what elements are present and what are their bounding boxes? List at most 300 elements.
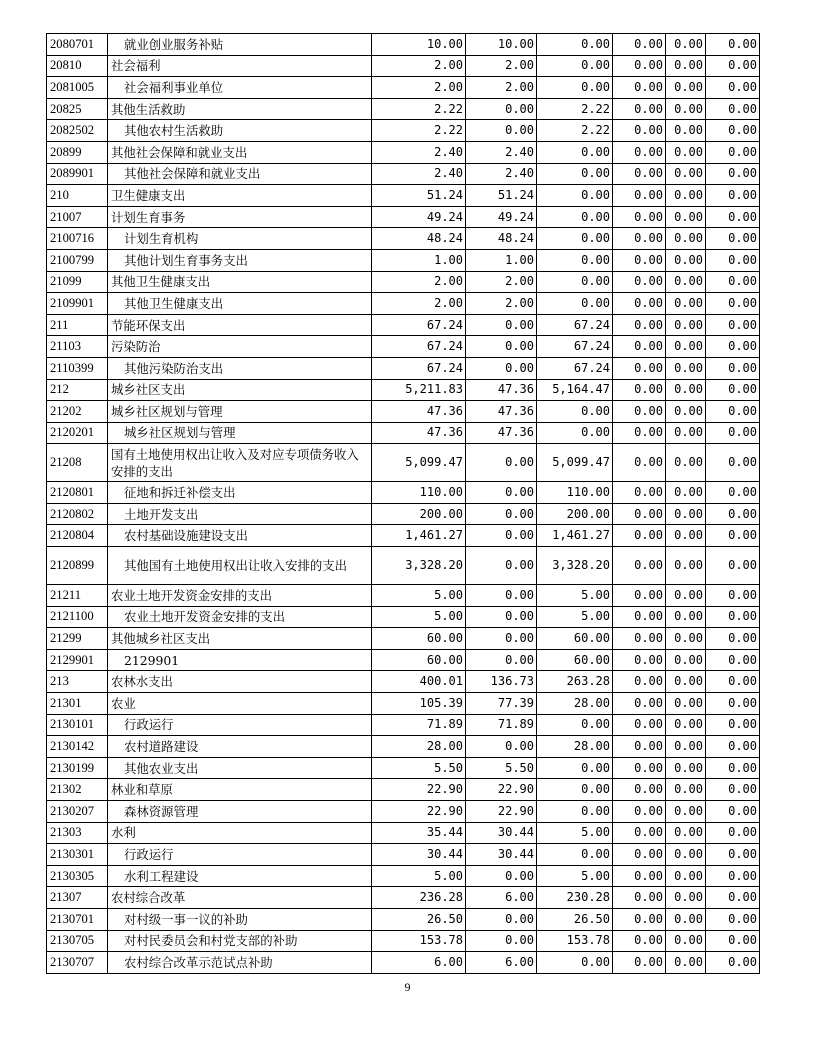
table-row — [47, 930, 760, 952]
amount-cell: 47.36 — [466, 401, 537, 423]
amount-cell: 0.00 — [466, 482, 537, 504]
table-row — [47, 693, 760, 715]
subject-code: 210 — [47, 185, 108, 207]
amount-cell: 0.00 — [613, 547, 666, 585]
subject-code: 211 — [47, 314, 108, 336]
subject-code: 2120804 — [47, 525, 108, 547]
subject-name: 其他社会保障和就业支出 — [108, 141, 372, 163]
amount-cell: 2.00 — [466, 55, 537, 77]
amount-cell: 0.00 — [706, 185, 760, 207]
subject-name: 水利工程建设 — [108, 865, 372, 887]
amount-cell: 51.24 — [372, 185, 466, 207]
amount-cell: 0.00 — [466, 908, 537, 930]
amount-cell: 5,164.47 — [537, 379, 613, 401]
table-row — [47, 293, 760, 315]
amount-cell: 0.00 — [706, 844, 760, 866]
amount-cell: 236.28 — [372, 887, 466, 909]
amount-cell: 0.00 — [537, 34, 613, 56]
amount-cell: 0.00 — [666, 357, 706, 379]
subject-name: 节能环保支出 — [108, 314, 372, 336]
subject-code: 213 — [47, 671, 108, 693]
amount-cell: 0.00 — [537, 185, 613, 207]
table-row — [47, 401, 760, 423]
amount-cell: 67.24 — [537, 357, 613, 379]
amount-cell: 2.00 — [466, 271, 537, 293]
subject-code: 21301 — [47, 693, 108, 715]
budget-table — [46, 33, 760, 974]
amount-cell: 0.00 — [613, 228, 666, 250]
subject-name: 其他农业支出 — [108, 757, 372, 779]
subject-name: 森林资源管理 — [108, 801, 372, 823]
amount-cell: 2.22 — [537, 98, 613, 120]
amount-cell: 2.22 — [537, 120, 613, 142]
amount-cell: 400.01 — [372, 671, 466, 693]
table-row — [47, 77, 760, 99]
amount-cell: 0.00 — [706, 952, 760, 974]
amount-cell: 0.00 — [613, 293, 666, 315]
subject-name: 其他城乡社区支出 — [108, 628, 372, 650]
amount-cell: 0.00 — [666, 482, 706, 504]
amount-cell: 0.00 — [706, 77, 760, 99]
amount-cell: 5.00 — [372, 585, 466, 607]
amount-cell: 60.00 — [537, 649, 613, 671]
amount-cell: 0.00 — [666, 930, 706, 952]
amount-cell: 0.00 — [666, 671, 706, 693]
table-row — [47, 671, 760, 693]
subject-code: 2081005 — [47, 77, 108, 99]
amount-cell: 0.00 — [706, 98, 760, 120]
amount-cell: 0.00 — [613, 822, 666, 844]
subject-name: 对村级一事一议的补助 — [108, 908, 372, 930]
table-row — [47, 606, 760, 628]
amount-cell: 0.00 — [706, 503, 760, 525]
amount-cell: 0.00 — [706, 314, 760, 336]
amount-cell: 0.00 — [613, 714, 666, 736]
subject-code: 2130301 — [47, 844, 108, 866]
amount-cell: 30.44 — [466, 822, 537, 844]
amount-cell: 0.00 — [706, 401, 760, 423]
amount-cell: 0.00 — [466, 120, 537, 142]
amount-cell: 0.00 — [706, 908, 760, 930]
amount-cell: 0.00 — [666, 163, 706, 185]
table-row — [47, 379, 760, 401]
amount-cell: 105.39 — [372, 693, 466, 715]
table-row — [47, 444, 760, 482]
amount-cell: 0.00 — [666, 228, 706, 250]
amount-cell: 0.00 — [706, 865, 760, 887]
amount-cell: 0.00 — [613, 649, 666, 671]
amount-cell: 0.00 — [666, 714, 706, 736]
subject-code: 2129901 — [47, 649, 108, 671]
amount-cell: 5.00 — [537, 865, 613, 887]
amount-cell: 0.00 — [537, 779, 613, 801]
amount-cell: 0.00 — [666, 525, 706, 547]
amount-cell: 0.00 — [666, 206, 706, 228]
amount-cell: 0.00 — [613, 757, 666, 779]
amount-cell: 0.00 — [537, 206, 613, 228]
subject-name: 其他生活救助 — [108, 98, 372, 120]
amount-cell: 5,099.47 — [372, 444, 466, 482]
amount-cell: 22.90 — [466, 801, 537, 823]
amount-cell: 5.00 — [537, 585, 613, 607]
amount-cell: 1,461.27 — [537, 525, 613, 547]
amount-cell: 67.24 — [537, 336, 613, 358]
table-row — [47, 628, 760, 650]
subject-name: 污染防治 — [108, 336, 372, 358]
amount-cell: 0.00 — [613, 525, 666, 547]
amount-cell: 2.40 — [466, 141, 537, 163]
amount-cell: 0.00 — [613, 336, 666, 358]
subject-code: 2082502 — [47, 120, 108, 142]
subject-name: 其他社会保障和就业支出 — [108, 163, 372, 185]
amount-cell: 0.00 — [466, 606, 537, 628]
amount-cell: 0.00 — [537, 228, 613, 250]
subject-name: 农林水支出 — [108, 671, 372, 693]
subject-name: 计划生育机构 — [108, 228, 372, 250]
amount-cell: 0.00 — [706, 34, 760, 56]
amount-cell: 0.00 — [537, 714, 613, 736]
amount-cell: 0.00 — [613, 671, 666, 693]
table-row — [47, 503, 760, 525]
amount-cell: 0.00 — [666, 379, 706, 401]
amount-cell: 0.00 — [613, 444, 666, 482]
amount-cell: 3,328.20 — [372, 547, 466, 585]
amount-cell: 0.00 — [666, 628, 706, 650]
amount-cell: 0.00 — [466, 930, 537, 952]
amount-cell: 0.00 — [666, 779, 706, 801]
subject-name: 其他国有土地使用权出让收入安排的支出 — [108, 547, 372, 585]
amount-cell: 0.00 — [466, 865, 537, 887]
amount-cell: 0.00 — [666, 822, 706, 844]
page-number: 9 — [404, 980, 411, 994]
table-row — [47, 98, 760, 120]
amount-cell: 0.00 — [613, 422, 666, 444]
table-row — [47, 141, 760, 163]
amount-cell: 0.00 — [666, 314, 706, 336]
amount-cell: 10.00 — [372, 34, 466, 56]
amount-cell: 0.00 — [613, 357, 666, 379]
subject-code: 2120899 — [47, 547, 108, 585]
amount-cell: 0.00 — [706, 822, 760, 844]
amount-cell: 47.36 — [372, 422, 466, 444]
amount-cell: 0.00 — [666, 185, 706, 207]
amount-cell: 0.00 — [706, 293, 760, 315]
subject-name: 农村综合改革 — [108, 887, 372, 909]
amount-cell: 1,461.27 — [372, 525, 466, 547]
subject-name: 计划生育事务 — [108, 206, 372, 228]
amount-cell: 2.40 — [466, 163, 537, 185]
amount-cell: 0.00 — [466, 357, 537, 379]
subject-code: 20810 — [47, 55, 108, 77]
amount-cell: 0.00 — [613, 163, 666, 185]
amount-cell: 0.00 — [537, 952, 613, 974]
amount-cell: 110.00 — [372, 482, 466, 504]
amount-cell: 0.00 — [466, 547, 537, 585]
subject-code: 2130701 — [47, 908, 108, 930]
subject-name: 水利 — [108, 822, 372, 844]
amount-cell: 0.00 — [706, 482, 760, 504]
amount-cell: 0.00 — [666, 120, 706, 142]
subject-name: 农村道路建设 — [108, 736, 372, 758]
amount-cell: 0.00 — [666, 693, 706, 715]
amount-cell: 0.00 — [537, 293, 613, 315]
amount-cell: 0.00 — [666, 547, 706, 585]
amount-cell: 2.22 — [372, 120, 466, 142]
subject-name: 社会福利事业单位 — [108, 77, 372, 99]
table-row — [47, 714, 760, 736]
subject-name: 行政运行 — [108, 714, 372, 736]
amount-cell: 0.00 — [466, 628, 537, 650]
amount-cell: 0.00 — [613, 585, 666, 607]
amount-cell: 0.00 — [666, 865, 706, 887]
amount-cell: 2.22 — [372, 98, 466, 120]
amount-cell: 0.00 — [666, 401, 706, 423]
table-row — [47, 865, 760, 887]
amount-cell: 47.36 — [466, 379, 537, 401]
amount-cell: 0.00 — [613, 379, 666, 401]
amount-cell: 5.50 — [372, 757, 466, 779]
table-row — [47, 952, 760, 974]
subject-code: 2130705 — [47, 930, 108, 952]
subject-name: 国有土地使用权出让收入及对应专项债务收入安排的支出 — [108, 444, 372, 482]
amount-cell: 51.24 — [466, 185, 537, 207]
amount-cell: 0.00 — [537, 55, 613, 77]
amount-cell: 0.00 — [613, 249, 666, 271]
table-row — [47, 120, 760, 142]
amount-cell: 263.28 — [537, 671, 613, 693]
amount-cell: 47.36 — [372, 401, 466, 423]
amount-cell: 0.00 — [537, 422, 613, 444]
amount-cell: 0.00 — [706, 693, 760, 715]
subject-name: 其他计划生育事务支出 — [108, 249, 372, 271]
amount-cell: 77.39 — [466, 693, 537, 715]
table-row — [47, 736, 760, 758]
amount-cell: 6.00 — [466, 887, 537, 909]
subject-name: 其他污染防治支出 — [108, 357, 372, 379]
subject-name: 2129901 — [108, 649, 372, 671]
table-row — [47, 822, 760, 844]
amount-cell: 0.00 — [613, 34, 666, 56]
subject-code: 21202 — [47, 401, 108, 423]
table-row — [47, 336, 760, 358]
amount-cell: 2.00 — [372, 77, 466, 99]
amount-cell: 0.00 — [613, 314, 666, 336]
amount-cell: 67.24 — [372, 357, 466, 379]
amount-cell: 0.00 — [666, 908, 706, 930]
subject-code: 212 — [47, 379, 108, 401]
amount-cell: 0.00 — [666, 844, 706, 866]
subject-code: 21208 — [47, 444, 108, 482]
amount-cell: 0.00 — [613, 736, 666, 758]
table-row — [47, 163, 760, 185]
amount-cell: 60.00 — [372, 628, 466, 650]
amount-cell: 67.24 — [372, 336, 466, 358]
table-row — [47, 547, 760, 585]
amount-cell: 0.00 — [466, 336, 537, 358]
amount-cell: 200.00 — [537, 503, 613, 525]
subject-code: 2130707 — [47, 952, 108, 974]
amount-cell: 0.00 — [666, 271, 706, 293]
amount-cell: 230.28 — [537, 887, 613, 909]
amount-cell: 2.00 — [372, 293, 466, 315]
amount-cell: 0.00 — [666, 606, 706, 628]
amount-cell: 0.00 — [537, 77, 613, 99]
amount-cell: 30.44 — [372, 844, 466, 866]
table-row — [47, 757, 760, 779]
amount-cell: 0.00 — [706, 779, 760, 801]
table-body — [47, 34, 760, 974]
amount-cell: 47.36 — [466, 422, 537, 444]
amount-cell: 1.00 — [466, 249, 537, 271]
amount-cell: 0.00 — [706, 714, 760, 736]
table-row — [47, 649, 760, 671]
subject-code: 2110399 — [47, 357, 108, 379]
amount-cell: 48.24 — [372, 228, 466, 250]
amount-cell: 2.00 — [466, 293, 537, 315]
amount-cell: 30.44 — [466, 844, 537, 866]
amount-cell: 5.00 — [372, 865, 466, 887]
subject-code: 2089901 — [47, 163, 108, 185]
amount-cell: 0.00 — [666, 585, 706, 607]
amount-cell: 22.90 — [372, 801, 466, 823]
amount-cell: 2.00 — [372, 271, 466, 293]
subject-name: 城乡社区规划与管理 — [108, 401, 372, 423]
subject-code: 2120201 — [47, 422, 108, 444]
amount-cell: 22.90 — [466, 779, 537, 801]
amount-cell: 0.00 — [666, 503, 706, 525]
amount-cell: 0.00 — [666, 293, 706, 315]
table-row — [47, 271, 760, 293]
subject-name: 卫生健康支出 — [108, 185, 372, 207]
amount-cell: 0.00 — [666, 757, 706, 779]
amount-cell: 67.24 — [537, 314, 613, 336]
subject-code: 2130199 — [47, 757, 108, 779]
subject-code: 2100799 — [47, 249, 108, 271]
subject-code: 21303 — [47, 822, 108, 844]
amount-cell: 5.00 — [537, 822, 613, 844]
amount-cell: 0.00 — [706, 628, 760, 650]
amount-cell: 0.00 — [666, 336, 706, 358]
amount-cell: 0.00 — [666, 98, 706, 120]
amount-cell: 153.78 — [537, 930, 613, 952]
amount-cell: 0.00 — [466, 98, 537, 120]
amount-cell: 0.00 — [613, 844, 666, 866]
amount-cell: 6.00 — [372, 952, 466, 974]
subject-name: 对村民委员会和村党支部的补助 — [108, 930, 372, 952]
subject-name: 征地和拆迁补偿支出 — [108, 482, 372, 504]
amount-cell: 67.24 — [372, 314, 466, 336]
amount-cell: 0.00 — [666, 55, 706, 77]
subject-name: 行政运行 — [108, 844, 372, 866]
amount-cell: 0.00 — [706, 525, 760, 547]
amount-cell: 0.00 — [613, 120, 666, 142]
amount-cell: 0.00 — [706, 141, 760, 163]
table-row — [47, 525, 760, 547]
amount-cell: 2.00 — [466, 77, 537, 99]
table-row — [47, 422, 760, 444]
subject-code: 20825 — [47, 98, 108, 120]
amount-cell: 0.00 — [706, 206, 760, 228]
subject-code: 2120801 — [47, 482, 108, 504]
subject-code: 20899 — [47, 141, 108, 163]
amount-cell: 0.00 — [666, 77, 706, 99]
amount-cell: 26.50 — [537, 908, 613, 930]
amount-cell: 0.00 — [613, 77, 666, 99]
amount-cell: 5,099.47 — [537, 444, 613, 482]
amount-cell: 2.00 — [372, 55, 466, 77]
subject-name: 社会福利 — [108, 55, 372, 77]
amount-cell: 0.00 — [613, 693, 666, 715]
amount-cell: 2.40 — [372, 163, 466, 185]
amount-cell: 0.00 — [613, 401, 666, 423]
amount-cell: 35.44 — [372, 822, 466, 844]
amount-cell: 0.00 — [613, 206, 666, 228]
subject-code: 21302 — [47, 779, 108, 801]
amount-cell: 1.00 — [372, 249, 466, 271]
amount-cell: 0.00 — [537, 163, 613, 185]
amount-cell: 0.00 — [666, 141, 706, 163]
amount-cell: 0.00 — [706, 55, 760, 77]
table-row — [47, 314, 760, 336]
subject-code: 2100716 — [47, 228, 108, 250]
amount-cell: 0.00 — [466, 736, 537, 758]
amount-cell: 0.00 — [537, 844, 613, 866]
amount-cell: 5.00 — [372, 606, 466, 628]
amount-cell: 0.00 — [537, 249, 613, 271]
table-row — [47, 357, 760, 379]
table-row — [47, 249, 760, 271]
amount-cell: 0.00 — [706, 422, 760, 444]
amount-cell: 71.89 — [372, 714, 466, 736]
subject-name: 其他卫生健康支出 — [108, 271, 372, 293]
amount-cell: 0.00 — [613, 865, 666, 887]
amount-cell: 49.24 — [372, 206, 466, 228]
amount-cell: 28.00 — [537, 693, 613, 715]
table-row — [47, 34, 760, 56]
amount-cell: 0.00 — [537, 401, 613, 423]
amount-cell: 0.00 — [706, 757, 760, 779]
amount-cell: 0.00 — [466, 649, 537, 671]
subject-name: 就业创业服务补贴 — [108, 34, 372, 56]
table-row — [47, 585, 760, 607]
table-row — [47, 185, 760, 207]
subject-code: 2109901 — [47, 293, 108, 315]
amount-cell: 0.00 — [613, 271, 666, 293]
amount-cell: 0.00 — [666, 887, 706, 909]
subject-code: 2121100 — [47, 606, 108, 628]
amount-cell: 0.00 — [613, 55, 666, 77]
subject-code: 2130305 — [47, 865, 108, 887]
table-row — [47, 801, 760, 823]
subject-code: 2130207 — [47, 801, 108, 823]
amount-cell: 0.00 — [666, 649, 706, 671]
table-row — [47, 55, 760, 77]
amount-cell: 0.00 — [706, 249, 760, 271]
amount-cell: 60.00 — [372, 649, 466, 671]
subject-name: 农村基础设施建设支出 — [108, 525, 372, 547]
table-row — [47, 908, 760, 930]
amount-cell: 153.78 — [372, 930, 466, 952]
amount-cell: 0.00 — [706, 271, 760, 293]
amount-cell: 0.00 — [613, 141, 666, 163]
amount-cell: 0.00 — [613, 779, 666, 801]
amount-cell: 200.00 — [372, 503, 466, 525]
amount-cell: 0.00 — [706, 357, 760, 379]
amount-cell: 0.00 — [706, 887, 760, 909]
amount-cell: 0.00 — [613, 887, 666, 909]
amount-cell: 0.00 — [706, 379, 760, 401]
amount-cell: 0.00 — [537, 141, 613, 163]
